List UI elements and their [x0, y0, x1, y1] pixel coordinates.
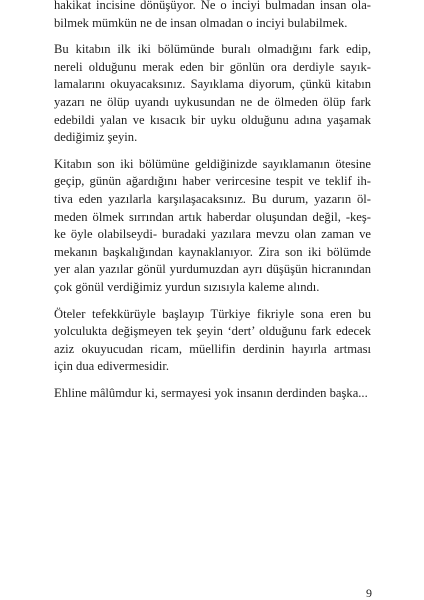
text-line: lamalarını okuyacaksınız. Sayıklama diyorum, çünkü kitabın [54, 77, 371, 92]
text-line: edebildi yalan ve kısacık bir uyku olduğunu adına yaşamak [54, 112, 371, 127]
text-line: çok gönül verdiğimiz yurdun sızısıyla kaleme alındı. [54, 279, 320, 294]
text-line: dediğimiz şeyin. [54, 130, 138, 145]
text-line: yolculukta değişmeyen tek şeyin ‘dert’ olduğunu fark edecek [54, 324, 371, 339]
text-line: nereli olduğunu merak eden bir gönlün ora derdiyle sayık- [54, 59, 371, 74]
paragraph-5 [54, 385, 371, 403]
text-line: tiva eden yazılarla karşılaşacaksınız. Bu durum, yazarın öl- [54, 191, 371, 206]
text-line: meden ölmek sırrından artık haberdar oluşundan değil, -keş- [54, 209, 371, 224]
text-line: ke öyle olabilseydi- buradaki yazılara mevzu olan zaman ve [54, 227, 371, 242]
paragraph-3 [54, 156, 371, 297]
text-line: geçip, günün ağardığını haber verircesine tespit ve teklif ih- [54, 174, 371, 189]
text-line: için dua edivermesidir. [54, 359, 170, 374]
text-line: Kitabın son iki bölümüne geldiğinizde sayıklamanın ötesine [54, 156, 371, 171]
text-line: Ehline mâlûmdur ki, sermayesi yok insanın derdinden başka... [54, 385, 368, 400]
text-line: aziz okuyucudan ricam, müellifin derdinin hayırla artması [54, 341, 371, 356]
text-line: bilmek mümkün ne de insan olmadan o inciyi bulabilmek. [54, 15, 348, 30]
body-text [54, 0, 371, 411]
text-line: mekanın başkalığından kaynaklanıyor. Zira son iki bölümde [54, 244, 371, 259]
paragraph-4 [54, 306, 371, 376]
paragraph-2 [54, 41, 371, 147]
page-number: 9 [366, 586, 372, 600]
text-line: Bu kitabın ilk iki bölümünde buralı olmadığını fark edip, [54, 42, 371, 57]
paragraph-1 [54, 0, 371, 32]
text-line: hakikat incisine dönüşüyor. Ne o inciyi bulmadan insan ola- [54, 0, 371, 12]
text-line: yazarı ne ölüp uyandı uykusundan ne de ölmeden ölüp fark [54, 94, 371, 109]
text-line: yer alan yazılar gönül yurdumuzdan ayrı düşüşün hicranından [54, 262, 371, 277]
text-line: Öteler tefekkürüyle başlayıp Türkiye fikriyle sona eren bu [54, 306, 371, 321]
